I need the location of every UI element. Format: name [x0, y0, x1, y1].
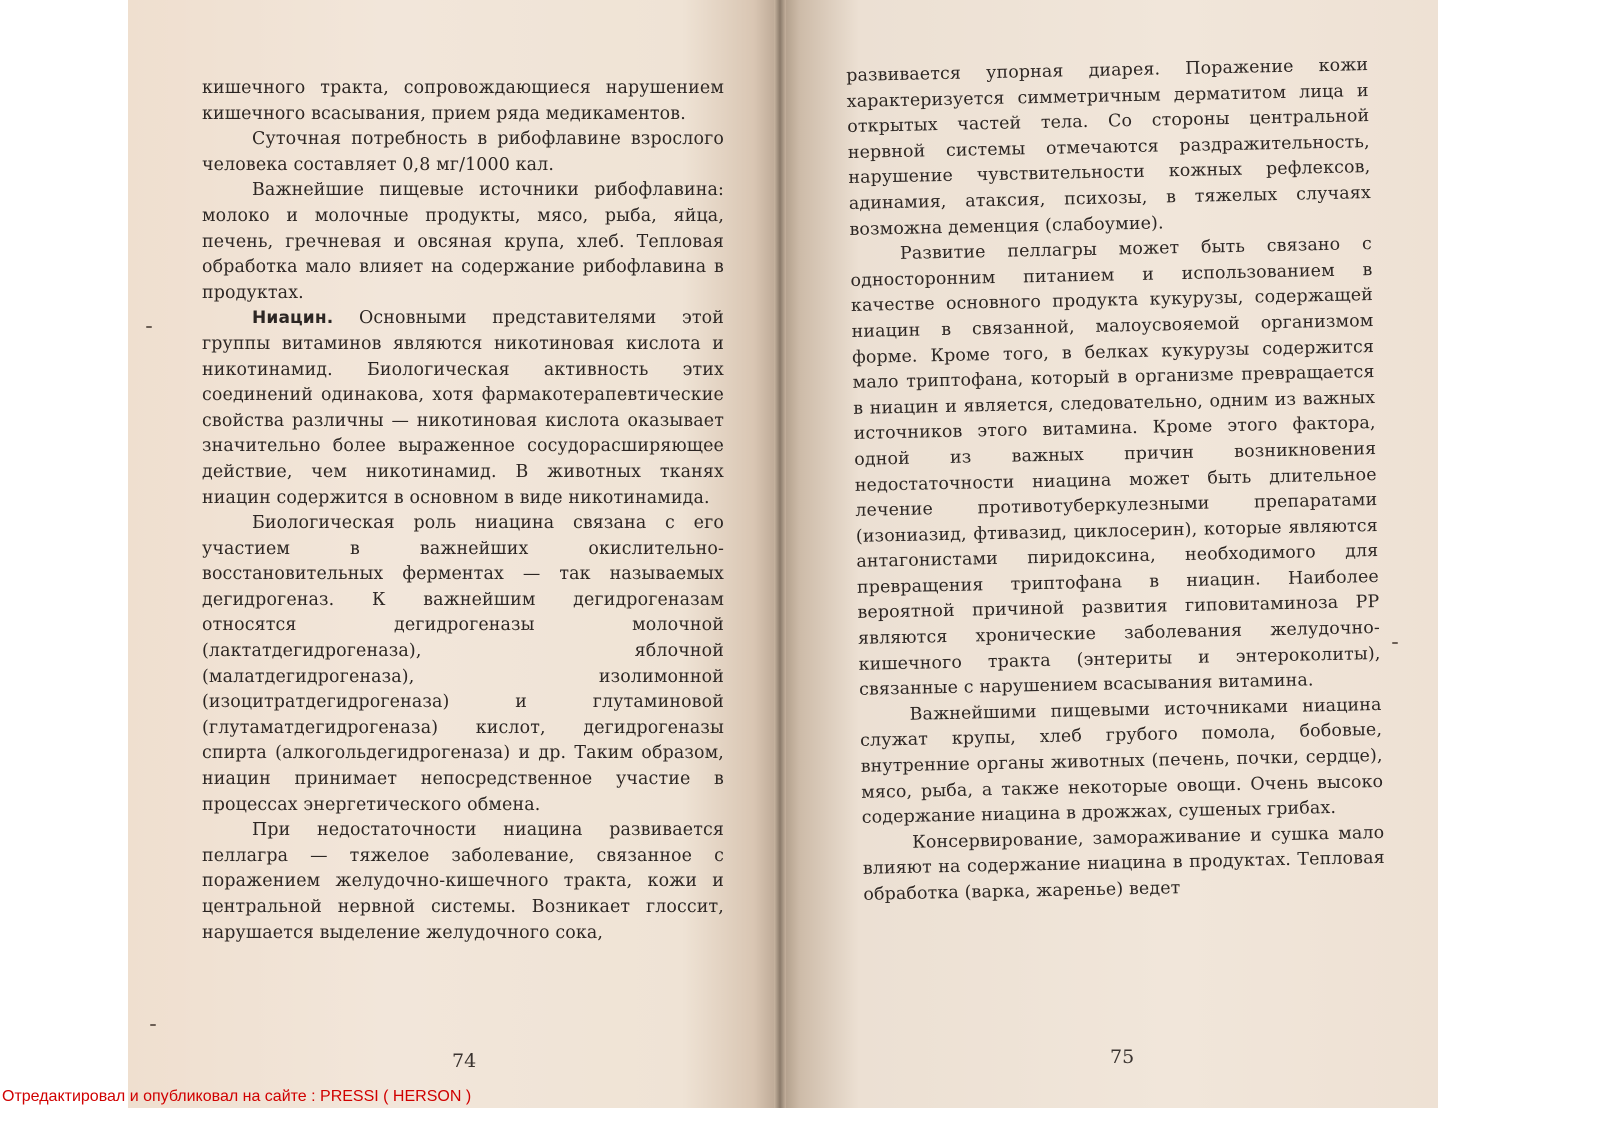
paragraph: Развитие пеллагры может быть связано с односторонним питанием и использованием в качестве основного продукта кукурузы, содержащей ниацин в связанной, малоусвояемой организмом форме. Кроме того, в белках кукурузы содержится мало триптофана, который в организме превращается в ниацин и является, следовательно, одним из важных источников этого витамина. Кроме этого фактора, одной из важных причин возникновения недостаточности ниацина может быть длительное лечение противотуберкулезными препаратами (изониазид, фтивазид, циклосерин), которые являются антагонистами пиридоксина, необходимого для превращения триптофана в ниацин. Наиболее вероятной причиной развития гиповитаминоза РР являются хронические заболевания желудочно-кишечного тракта (энтериты и энтероколиты), связанные с нарушением всасывания витамина.: [850, 234, 1381, 701]
book-spine: [774, 0, 786, 1108]
paragraph: Суточная потребность в рибофлавине взрослого человека составляет 0,8 мг/1000 кал.: [202, 129, 724, 175]
right-page-text: [846, 53, 1386, 908]
publisher-credit: Отредактировал и опубликовал на сайте : PRESSI ( HERSON ): [2, 1088, 472, 1105]
page-number-left: 74: [452, 1050, 477, 1072]
scan-speck: [150, 1024, 156, 1026]
paragraph: Консервирование, замораживание и сушка мало влияют на содержание ниацина в продуктах. Тепловая обработка (варка, жаренье) ведет: [862, 822, 1385, 905]
paragraph-body: Основными представителями этой группы витаминов являются никотиновая кислота и никотинамид. Биологическая активность этих соединений одинакова, хотя фармакотерапевтические свойства различны — никотиновая кислота оказывает значительно более выраженное сосудорасширяющее действие, чем никотинамид. В животных тканях ниацин содержится в основном в виде никотинамида.: [202, 308, 724, 508]
section-lead-niacin: Ниацин.: [252, 308, 334, 329]
paragraph: развивается упорная диарея. Поражение кожи характеризуется симметричным дерматитом лица и открытых частей тела. Со стороны центральной нервной системы отмечаются раздражительность, нарушение чувствительности кожных рефлексов, адинамия, атаксия, психозы, в тяжелых случаях возможна деменция (слабоумие).: [846, 55, 1372, 240]
scan-speck: [1392, 642, 1398, 644]
paragraph-niacin: [202, 306, 724, 511]
scan-speck: [146, 326, 152, 328]
paragraph: Биологическая роль ниацина связана с его участием в важнейших окислительно-восстановительных ферментах — так называемых дегидрогеназ. К важнейшим дегидрогеназам относятся дегидрогеназы молочной (лактатдегидрогеназа), яблочной (малатдегидрогеназа), изолимонной (изоцитратдегидрогеназа) и глутаминовой (глутаматдегидрогеназа) кислот, дегидрогеназы спирта (алкогольдегидрогеназа) и др. Таким образом, ниацин принимает непосредственное участие в процессах энергетического обмена.: [202, 513, 724, 815]
left-page-text: [202, 76, 724, 946]
paragraph: При недостаточности ниацина развивается пеллагра — тяжелое заболевание, связанное с поражением желудочно-кишечного тракта, кожи и центральной нервной системы. Возникает глоссит, нарушается выделение желудочного сока,: [202, 820, 724, 943]
page-number-right: 75: [1110, 1046, 1135, 1068]
paragraph: Важнейшими пищевыми источниками ниацина служат крупы, хлеб грубого помола, бобовые, внутренние органы животных (печень, почки, сердце), мясо, рыба, а также некоторые овощи. Очень высоко содержание ниацина в дрожжах, сушеных грибах.: [859, 694, 1384, 829]
paragraph: кишечного тракта, сопровождающиеся нарушением кишечного всасывания, прием ряда медикаментов.: [202, 78, 724, 124]
paragraph: Важнейшие пищевые источники рибофлавина: молоко и молочные продукты, мясо, рыба, яйца, печень, гречневая и овсяная крупа, хлеб. Тепловая обработка мало влияет на содержание рибофлавина в продуктах.: [202, 180, 724, 303]
